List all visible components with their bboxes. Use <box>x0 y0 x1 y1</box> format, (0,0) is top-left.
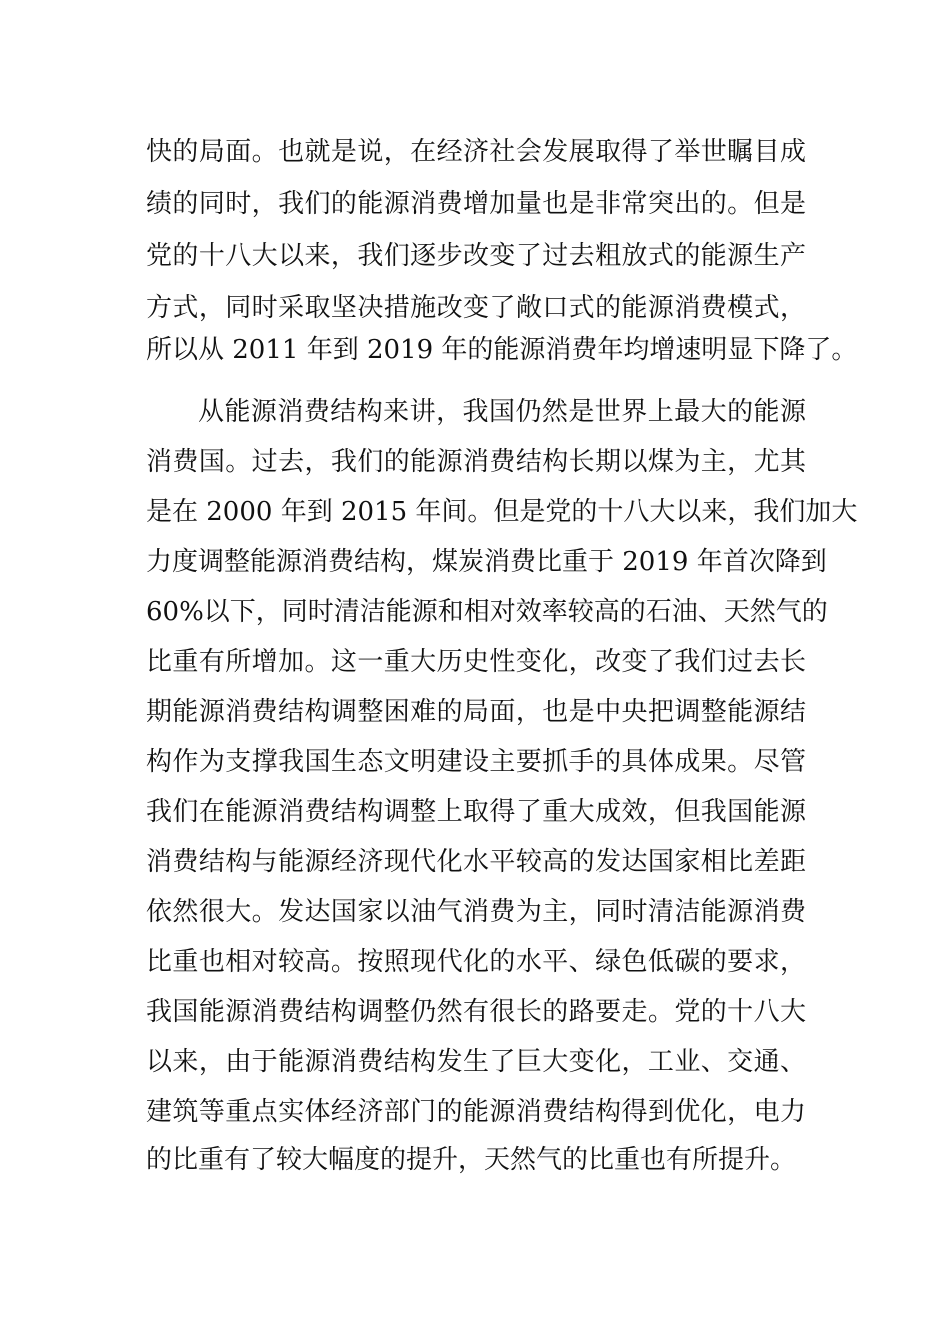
text-line: 比重有所增加。这一重大历史性变化，改变了我们过去长 <box>146 647 806 677</box>
text-line: 党的十八大以来，我们逐步改变了过去粗放式的能源生产 <box>146 241 806 271</box>
text-line: 从能源消费结构来讲，我国仍然是世界上最大的能源 <box>198 397 806 427</box>
text-line: 是在 2000 年到 2015 年间。但是党的十八大以来，我们加大 <box>146 497 858 527</box>
text-line: 快的局面。也就是说，在经济社会发展取得了举世瞩目成 <box>146 137 806 167</box>
text-line: 方式，同时采取坚决措施改变了敞口式的能源消费模式， <box>146 293 806 323</box>
text-line: 以来，由于能源消费结构发生了巨大变化，工业、交通、 <box>146 1047 806 1077</box>
text-line: 比重也相对较高。按照现代化的水平、绿色低碳的要求， <box>146 947 806 977</box>
text-line: 消费国。过去，我们的能源消费结构长期以煤为主，尤其 <box>146 447 806 477</box>
text-line: 的比重有了较大幅度的提升，天然气的比重也有所提升。 <box>146 1145 797 1175</box>
text-line: 建筑等重点实体经济部门的能源消费结构得到优化，电力 <box>146 1097 806 1127</box>
text-line: 构作为支撑我国生态文明建设主要抓手的具体成果。尽管 <box>146 747 806 777</box>
text-line: 60%以下，同时清洁能源和相对效率较高的石油、天然气的 <box>146 597 828 627</box>
text-line: 力度调整能源消费结构，煤炭消费比重于 2019 年首次降到 <box>146 547 827 577</box>
text-line: 所以从 2011 年到 2019 年的能源消费年均增速明显下降了。 <box>146 335 858 365</box>
text-line: 依然很大。发达国家以油气消费为主，同时清洁能源消费 <box>146 897 806 927</box>
text-line: 绩的同时，我们的能源消费增加量也是非常突出的。但是 <box>146 189 806 219</box>
text-line: 我国能源消费结构调整仍然有很长的路要走。党的十八大 <box>146 997 806 1027</box>
text-line: 我们在能源消费结构调整上取得了重大成效，但我国能源 <box>146 797 806 827</box>
text-line: 期能源消费结构调整困难的局面，也是中央把调整能源结 <box>146 697 806 727</box>
text-line: 消费结构与能源经济现代化水平较高的发达国家相比差距 <box>146 847 806 877</box>
